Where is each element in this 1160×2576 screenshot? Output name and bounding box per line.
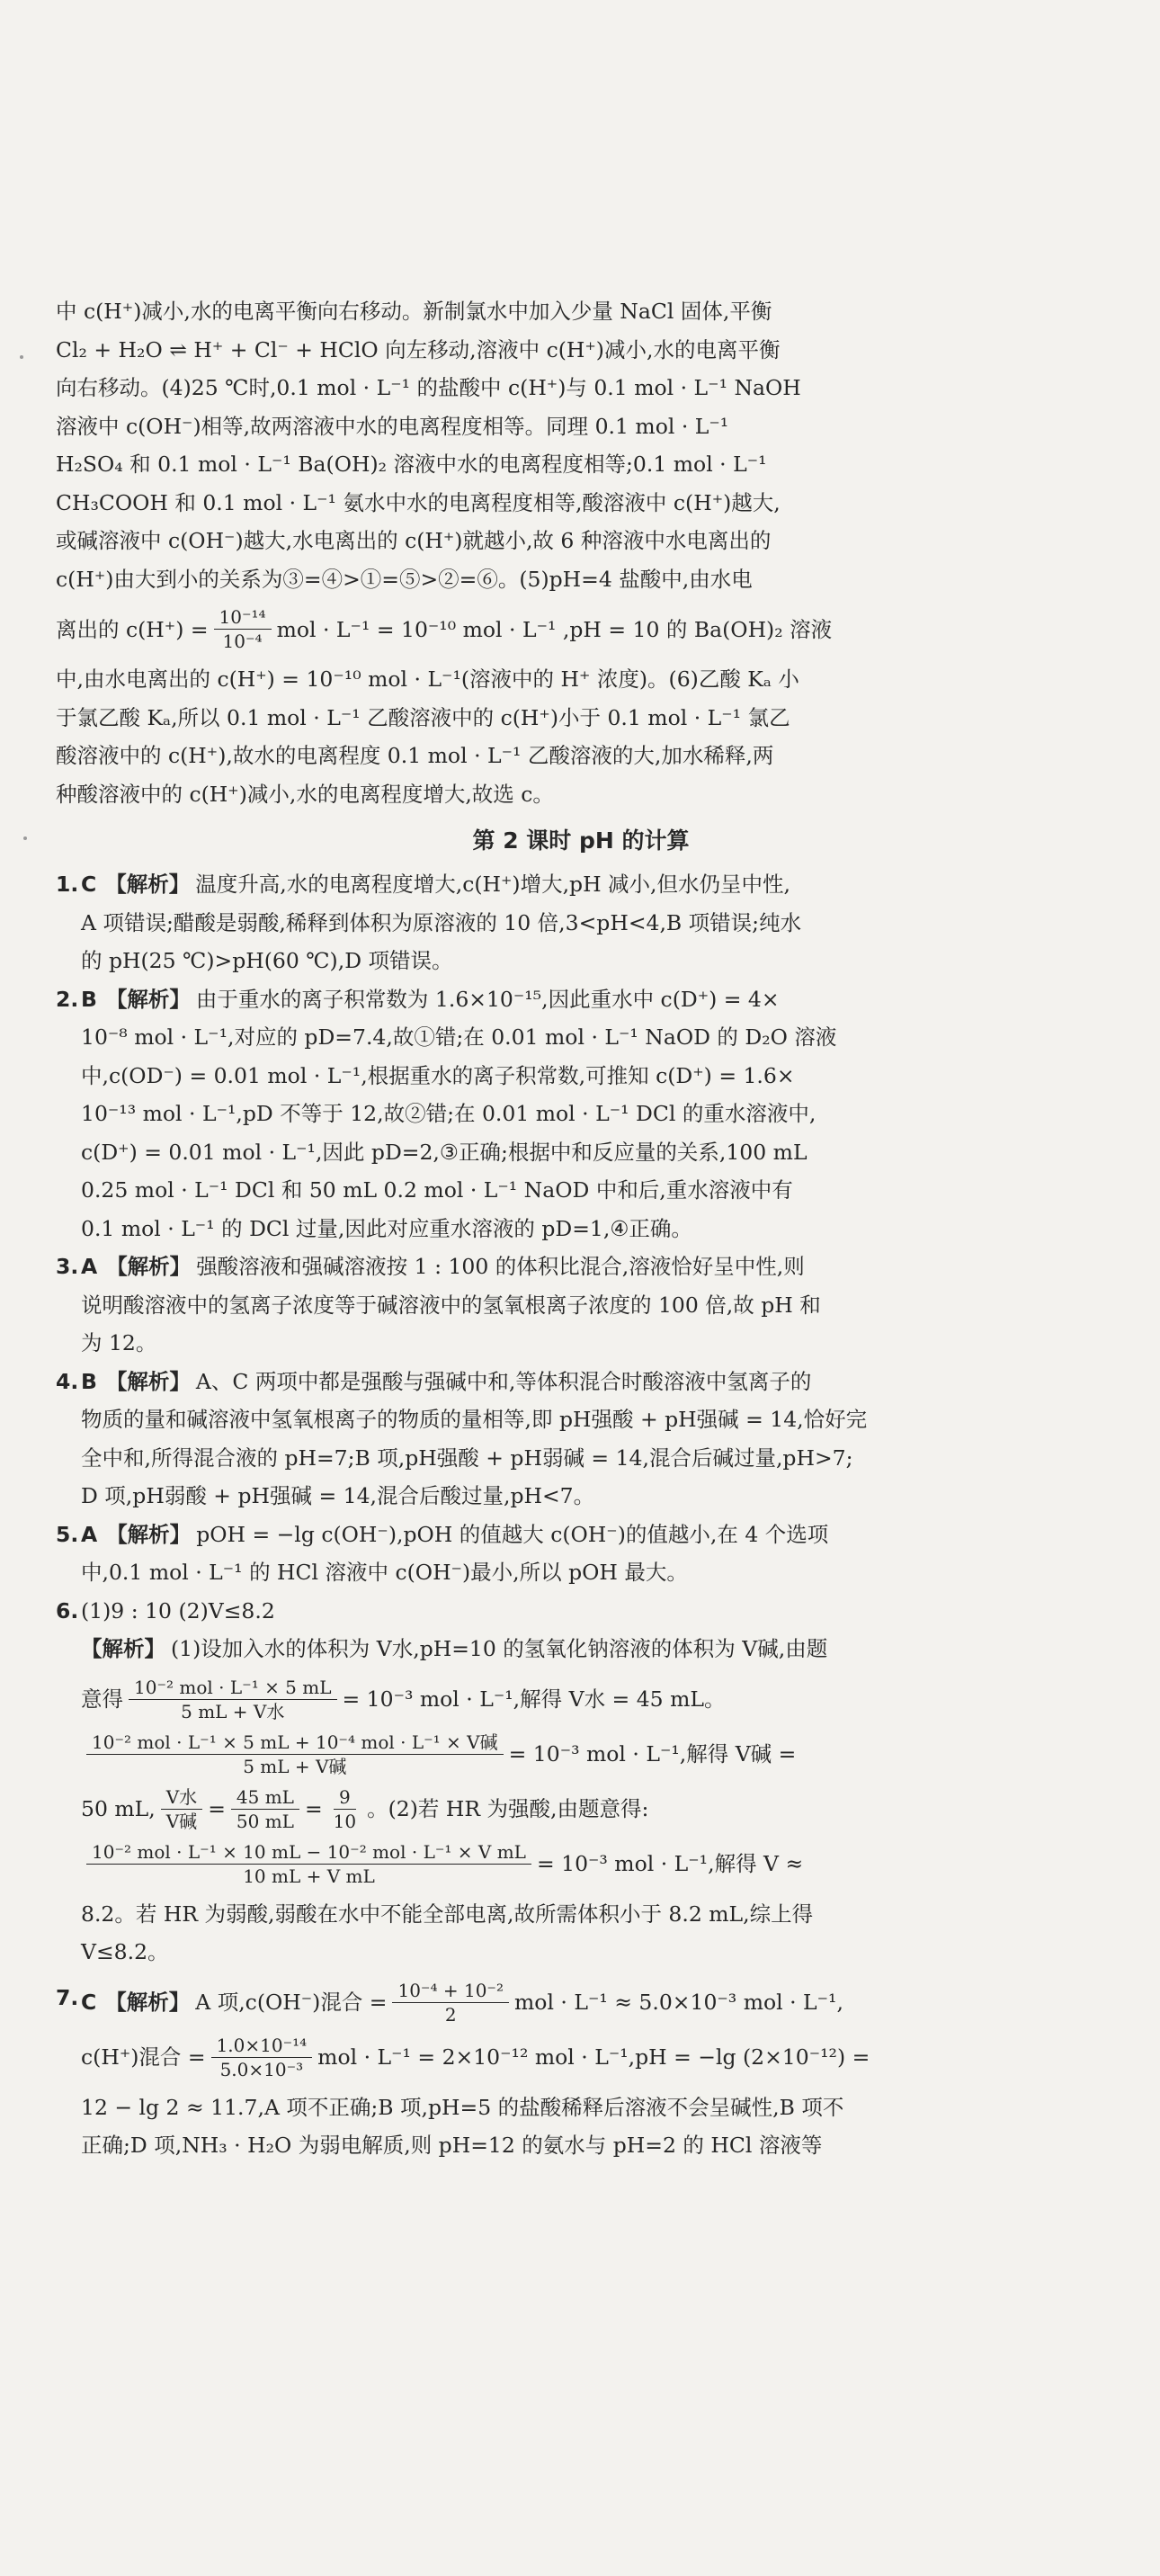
- text-line: 或碱溶液中 c(OH⁻)越大,水电离出的 c(H⁺)就越小,故 6 种溶液中水电离出的: [56, 528, 772, 553]
- fraction-numerator: 9: [334, 1785, 356, 1810]
- fraction-numerator: 10⁻⁴ + 10⁻²: [392, 1979, 509, 2003]
- text-line: 10⁻⁸ mol · L⁻¹,对应的 pD=7.4,故①错;在 0.01 mol · L⁻¹ NaOD 的 D₂O 溶液: [81, 1024, 837, 1050]
- text-line: V≤8.2。: [81, 1939, 169, 1964]
- question-6: [56, 1592, 1106, 1972]
- text-line: 酸溶液中的 c(H⁺),故水的电离程度 0.1 mol · L⁻¹ 乙酸溶液的大,加水稀释,两: [56, 743, 774, 768]
- text-line: CH₃COOH 和 0.1 mol · L⁻¹ 氨水中水的电离程度相等,酸溶液中 c(H⁺)越大,: [56, 489, 781, 515]
- fraction-denominator: 5 mL + V水: [181, 1700, 285, 1722]
- fraction-numerator: 10⁻² mol · L⁻¹ × 10 mL − 10⁻² mol · L⁻¹ × V mL: [86, 1840, 531, 1865]
- text-line: A 项错误;醋酸是弱酸,稀释到体积为原溶液的 10 倍,3<pH<4,B 项错误;纯水: [81, 909, 802, 935]
- fraction-numerator: 10⁻¹⁴: [214, 605, 272, 630]
- text-line-content: (1)设加入水的体积为 V水,pH=10 的氢氧化钠溶液的体积为 V碱,由题: [171, 1636, 828, 1661]
- fraction-numerator: 45 mL: [231, 1785, 299, 1810]
- fraction: [129, 1676, 337, 1723]
- text-line: pOH = −lg c(OH⁻),pOH 的值越大 c(OH⁻)的值越小,在 4 个选项: [196, 1521, 829, 1547]
- analysis-tag: 【解析】: [105, 1990, 191, 2015]
- fraction: [161, 1785, 202, 1833]
- answer-letter: A: [81, 1254, 98, 1279]
- text-line: [81, 1630, 1106, 1668]
- fraction: [86, 1840, 531, 1888]
- question-3: [56, 1248, 1106, 1363]
- text-line: 温度升高,水的电离程度增大,c(H⁺)增大,pH 减小,但水仍呈中性,: [195, 872, 791, 897]
- formula-prefix: A 项,c(OH⁻)混合 =: [195, 1990, 388, 2015]
- question-number: 7.: [56, 1984, 79, 2010]
- fraction: [214, 605, 272, 653]
- question-5: [56, 1516, 1106, 1592]
- text-line: A、C 两项中都是强酸与强碱中和,等体积混合时酸溶液中氢离子的: [195, 1368, 812, 1394]
- fraction: [231, 1785, 299, 1833]
- answer-letter: B: [81, 986, 97, 1012]
- fraction-numerator: 1.0×10⁻¹⁴: [211, 2034, 313, 2058]
- text-line: D 项,pH弱酸 + pH强碱 = 14,混合后酸过量,pH<7。: [81, 1483, 595, 1508]
- question-2: [56, 980, 1106, 1248]
- text-line: 8.2。若 HR 为弱酸,弱酸在水中不能全部电离,故所需体积小于 8.2 mL,综上得: [81, 1901, 814, 1927]
- text-line: 种酸溶液中的 c(H⁺)减小,水的电离程度增大,故选 c。: [56, 781, 554, 807]
- answer-letter: C: [81, 872, 97, 897]
- section-title: 第 2 课时 pH 的计算: [472, 827, 690, 854]
- text-line: 中 c(H⁺)减小,水的电离平衡向右移动。新制氯水中加入少量 NaCl 固体,平衡: [56, 299, 772, 324]
- text-line: c(D⁺) = 0.01 mol · L⁻¹,因此 pD=2,③正确;根据中和反应量的关系,100 mL: [81, 1139, 808, 1165]
- fraction-denominator: 10 mL + V mL: [243, 1865, 375, 1887]
- formula-prefix: 50 mL,: [81, 1796, 156, 1821]
- text-line: H₂SO₄ 和 0.1 mol · L⁻¹ Ba(OH)₂ 溶液中水的电离程度相等;0.1 mol · L⁻¹: [56, 452, 767, 477]
- text-line: 为 12。: [81, 1330, 157, 1355]
- formula-suffix: mol · L⁻¹ ≈ 5.0×10⁻³ mol · L⁻¹,: [514, 1990, 843, 2015]
- fraction: [211, 2034, 313, 2081]
- formula-suffix: mol · L⁻¹ = 10⁻¹⁰ mol · L⁻¹ ,pH = 10 的 Ba(OH)₂ 溶液: [276, 616, 833, 642]
- formula-suffix: = 10⁻³ mol · L⁻¹,解得 V ≈: [536, 1851, 804, 1876]
- fraction-numerator: 10⁻² mol · L⁻¹ × 5 mL: [129, 1676, 337, 1700]
- text-line: 向右移动。(4)25 ℃时,0.1 mol · L⁻¹ 的盐酸中 c(H⁺)与 0.1 mol · L⁻¹ NaOH: [56, 375, 801, 400]
- text-line: 中,0.1 mol · L⁻¹ 的 HCl 溶液中 c(OH⁻)最小,所以 pOH 最大。: [81, 1560, 688, 1585]
- fraction: [86, 1731, 504, 1778]
- text-line: 中,c(OD⁻) = 0.01 mol · L⁻¹,根据重水的离子积常数,可推知 c(D⁺) = 1.6×: [81, 1062, 795, 1088]
- scan-speck: [23, 836, 27, 840]
- analysis-tag: 【解析】: [81, 1636, 165, 1661]
- question-number: 5.: [56, 1521, 79, 1547]
- answer-letter: C: [81, 1990, 97, 2015]
- text-line: 强酸溶液和强碱溶液按 1 : 100 的体积比混合,溶液恰好呈中性,则: [196, 1254, 805, 1279]
- formula-suffix: = 10⁻³ mol · L⁻¹,解得 V碱 =: [508, 1741, 797, 1767]
- fraction-denominator: 10⁻⁴: [222, 631, 263, 652]
- equals-sign: =: [208, 1796, 226, 1821]
- text-line: 0.25 mol · L⁻¹ DCl 和 50 mL 0.2 mol · L⁻¹ NaOD 中和后,重水溶液中有: [81, 1177, 793, 1203]
- fraction: [328, 1785, 361, 1833]
- scan-speck: [20, 355, 23, 359]
- text-line: c(H⁺)由大到小的关系为③=④>①=⑤>②=⑥。(5)pH=4 盐酸中,由水电: [56, 566, 753, 592]
- text-line: 溶液中 c(OH⁻)相等,故两溶液中水的电离程度相等。同理 0.1 mol · L⁻¹: [56, 413, 729, 439]
- fraction-numerator: V水: [161, 1785, 202, 1810]
- text-line: 正确;D 项,NH₃ · H₂O 为弱电解质,则 pH=12 的氨水与 pH=2 的 HCl 溶液等: [81, 2133, 823, 2158]
- fraction-denominator: 5.0×10⁻³: [219, 2058, 304, 2080]
- equals-sign: =: [304, 1796, 323, 1821]
- analysis-tag: 【解析】: [105, 872, 191, 897]
- formula-prefix: c(H⁺)混合 =: [81, 2044, 206, 2070]
- text-line: 10⁻¹³ mol · L⁻¹,pD 不等于 12,故②错;在 0.01 mol · L⁻¹ DCl 的重水溶液中,: [81, 1101, 816, 1126]
- text-line: 由于重水的离子积常数为 1.6×10⁻¹⁵,因此重水中 c(D⁺) = 4×: [195, 986, 780, 1012]
- text-line: 于氯乙酸 Kₐ,所以 0.1 mol · L⁻¹ 乙酸溶液中的 c(H⁺)小于 0.1 mol · L⁻¹ 氯乙: [56, 704, 790, 730]
- fraction-denominator: 50 mL: [236, 1810, 294, 1832]
- question-7: [56, 1979, 1106, 2165]
- question-number: 3.: [56, 1254, 79, 1279]
- text-line: 全中和,所得混合液的 pH=7;B 项,pH强酸 + pH弱碱 = 14,混合后碱过量,pH>7;: [81, 1445, 853, 1471]
- text-line: 中,由水电离出的 c(H⁺) = 10⁻¹⁰ mol · L⁻¹(溶液中的 H⁺ 浓度)。(6)乙酸 Kₐ 小: [56, 666, 799, 692]
- fraction-denominator: 10: [333, 1810, 357, 1832]
- answer-letter: A: [81, 1521, 98, 1547]
- text-line: 说明酸溶液中的氢离子浓度等于碱溶液中的氢氧根离子浓度的 100 倍,故 pH 和: [81, 1292, 821, 1318]
- answer-letter: B: [81, 1368, 97, 1394]
- formula-line: [56, 605, 1106, 653]
- fraction-numerator: 10⁻² mol · L⁻¹ × 5 mL + 10⁻⁴ mol · L⁻¹ × V碱: [86, 1731, 504, 1755]
- formula-prefix: 意得: [81, 1686, 123, 1712]
- analysis-tag: 【解析】: [106, 1521, 192, 1547]
- formula-line: [81, 1979, 1106, 2026]
- text-line: Cl₂ + H₂O ⇌ H⁺ + Cl⁻ + HClO 向左移动,溶液中 c(H⁺)减小,水的电离平衡: [56, 336, 781, 362]
- formula-suffix: mol · L⁻¹ = 2×10⁻¹² mol · L⁻¹,pH = −lg (2×10⁻¹²) =: [317, 2044, 870, 2070]
- text-line: 的 pH(25 ℃)>pH(60 ℃),D 项错误。: [81, 948, 453, 973]
- text-line: 12 − lg 2 ≈ 11.7,A 项不正确;B 项,pH=5 的盐酸稀释后溶液不会呈碱性,B 项不: [81, 2094, 844, 2120]
- fraction-denominator: V碱: [165, 1810, 198, 1832]
- formula-line: [81, 1676, 1106, 1723]
- formula-prefix: 离出的 c(H⁺) =: [56, 616, 209, 642]
- formula-suffix: 。(2)若 HR 为强酸,由题意得:: [367, 1796, 649, 1821]
- fraction: [392, 1979, 509, 2026]
- answer-line: (1)9 : 10 (2)V≤8.2: [81, 1597, 275, 1623]
- analysis-tag: 【解析】: [105, 986, 191, 1012]
- question-number: 6.: [56, 1597, 79, 1623]
- fraction-denominator: 2: [444, 2003, 457, 2026]
- text-line: 物质的量和碱溶液中氢氧根离子的物质的量相等,即 pH强酸 + pH强碱 = 14,恰好完: [81, 1407, 868, 1432]
- intro-paragraph: [56, 292, 1106, 813]
- question-number: 1.: [56, 872, 79, 897]
- question-1: [56, 865, 1106, 980]
- question-4: [56, 1363, 1106, 1516]
- analysis-tag: 【解析】: [105, 1368, 191, 1394]
- question-number: 4.: [56, 1368, 79, 1394]
- analysis-tag: 【解析】: [106, 1254, 192, 1279]
- answer-content: [56, 292, 1106, 2165]
- formula-line: [81, 1731, 1106, 1778]
- formula-suffix: = 10⁻³ mol · L⁻¹,解得 V水 = 45 mL。: [342, 1686, 726, 1712]
- formula-line: [81, 1840, 1106, 1888]
- fraction-denominator: 5 mL + V碱: [243, 1755, 347, 1777]
- formula-line: [81, 1785, 1106, 1833]
- text-line: 0.1 mol · L⁻¹ 的 DCl 过量,因此对应重水溶液的 pD=1,④正确。: [81, 1215, 692, 1241]
- formula-line: [81, 2034, 1106, 2081]
- question-number: 2.: [56, 986, 79, 1012]
